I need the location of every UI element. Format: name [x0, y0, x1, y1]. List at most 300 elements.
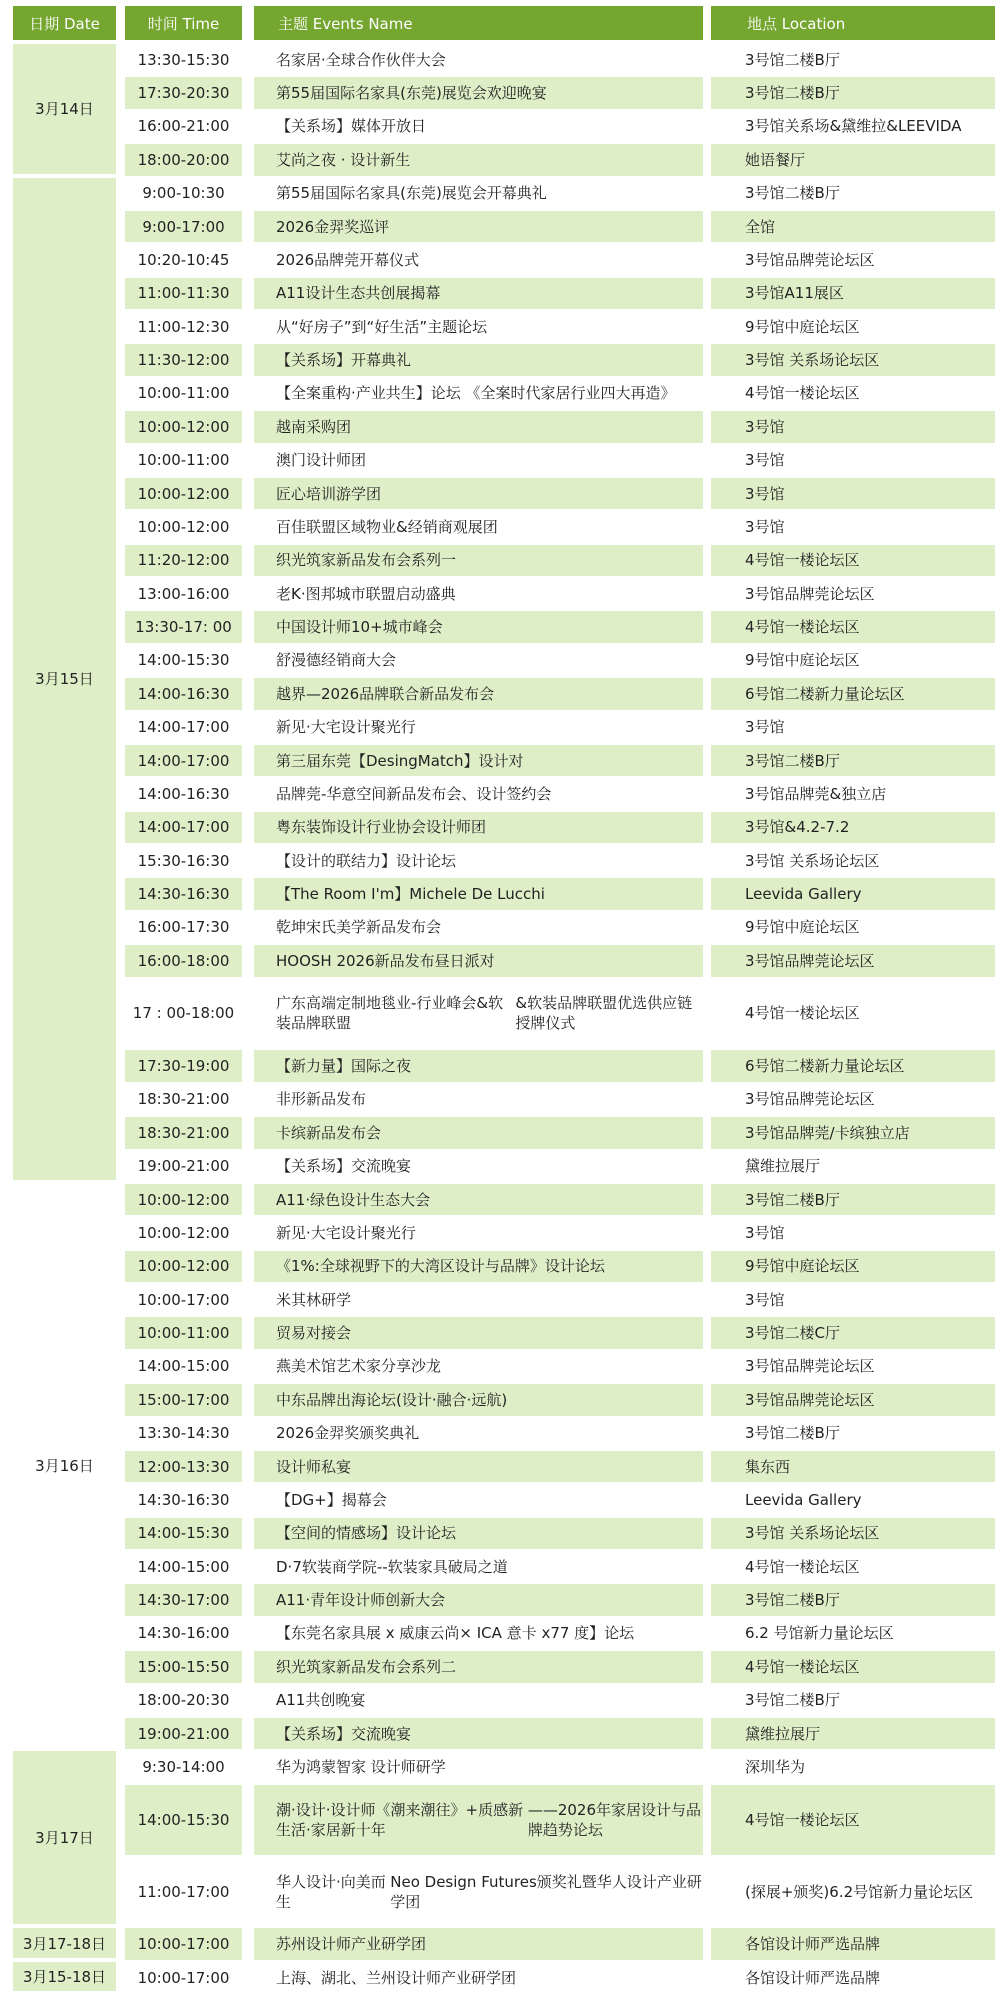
column-gap	[242, 44, 254, 77]
column-gap	[703, 1418, 711, 1451]
date-cell: 3月17日	[13, 1751, 116, 1928]
column-gap	[116, 278, 125, 311]
event-location: 3号馆品牌莞论坛区	[711, 578, 995, 611]
column-gap	[242, 244, 254, 277]
column-gap	[703, 1050, 711, 1083]
event-name: 卡缤新品发布会	[254, 1117, 703, 1150]
event-location: 集东西	[711, 1451, 995, 1484]
event-time: 13:00-16:00	[125, 578, 242, 611]
event-time: 13:30-15:30	[125, 44, 242, 77]
event-location: 6.2 号馆新力量论坛区	[711, 1618, 995, 1651]
column-gap	[703, 144, 711, 177]
column-gap	[703, 411, 711, 444]
event-location: 4号馆一楼论坛区	[711, 378, 995, 411]
column-gap	[703, 1451, 711, 1484]
event-time: 15:00-17:00	[125, 1384, 242, 1417]
event-time: 18:00-20:00	[125, 144, 242, 177]
event-location: 3号馆二楼C厅	[711, 1317, 995, 1350]
column-gap	[116, 1184, 125, 1217]
event-location: 3号馆品牌莞&独立店	[711, 778, 995, 811]
event-time: 19:00-21:00	[125, 1718, 242, 1751]
column-gap	[116, 1718, 125, 1751]
column-gap	[703, 645, 711, 678]
column-gap	[703, 77, 711, 110]
event-time: 18:30-21:00	[125, 1117, 242, 1150]
column-gap	[242, 578, 254, 611]
column-gap	[116, 578, 125, 611]
event-name: 贸易对接会	[254, 1317, 703, 1350]
event-time: 16:00-21:00	[125, 111, 242, 144]
column-gap	[116, 611, 125, 644]
event-time: 10:00-12:00	[125, 1184, 242, 1217]
column-gap	[242, 812, 254, 845]
column-gap	[242, 1857, 254, 1929]
column-gap	[116, 1451, 125, 1484]
event-location: 3号馆二楼B厅	[711, 1584, 995, 1617]
event-time: 9:00-10:30	[125, 178, 242, 211]
event-location: 全馆	[711, 211, 995, 244]
event-time: 10:00-17:00	[125, 1284, 242, 1317]
event-name: 百佳联盟区域物业&经销商观展团	[254, 511, 703, 544]
column-gap	[703, 1217, 711, 1250]
event-name: 【空间的情感场】设计论坛	[254, 1518, 703, 1551]
event-location: 4号馆一楼论坛区	[711, 545, 995, 578]
event-location: 3号馆	[711, 478, 995, 511]
event-name: 米其林研学	[254, 1284, 703, 1317]
column-gap	[703, 1928, 711, 1961]
column-gap	[703, 445, 711, 478]
column-gap	[703, 278, 711, 311]
column-gap	[116, 645, 125, 678]
column-gap	[703, 778, 711, 811]
schedule-table	[13, 6, 995, 1995]
event-location: 3号馆&4.2-7.2	[711, 812, 995, 845]
event-location: 3号馆二楼B厅	[711, 1184, 995, 1217]
column-gap	[116, 712, 125, 745]
column-gap	[116, 1050, 125, 1083]
event-time: 10:00-12:00	[125, 511, 242, 544]
event-location: 3号馆品牌莞论坛区	[711, 1351, 995, 1384]
column-gap	[703, 712, 711, 745]
event-name: 品牌莞-华意空间新品发布会、设计签约会	[254, 778, 703, 811]
column-gap	[703, 1584, 711, 1617]
header-gap	[242, 6, 254, 40]
column-gap	[242, 745, 254, 778]
column-gap	[116, 1618, 125, 1651]
column-gap	[242, 1050, 254, 1083]
event-location: 9号馆中庭论坛区	[711, 1251, 995, 1284]
column-gap	[242, 1351, 254, 1384]
column-gap	[703, 1751, 711, 1784]
column-gap	[703, 812, 711, 845]
event-location: 3号馆二楼B厅	[711, 178, 995, 211]
column-gap	[116, 1785, 125, 1857]
event-location: 各馆设计师严选品牌	[711, 1962, 995, 1995]
event-name: 中国设计师10+城市峰会	[254, 611, 703, 644]
column-gap	[242, 712, 254, 745]
column-gap	[703, 244, 711, 277]
event-name: D·7软装商学院--软装家具破局之道	[254, 1551, 703, 1584]
event-time: 16:00-17:30	[125, 912, 242, 945]
column-gap	[242, 1484, 254, 1517]
column-gap	[116, 1685, 125, 1718]
column-gap	[703, 912, 711, 945]
event-time: 15:30-16:30	[125, 845, 242, 878]
column-gap	[242, 845, 254, 878]
event-time: 10:00-12:00	[125, 1251, 242, 1284]
column-gap	[116, 1351, 125, 1384]
event-location: 3号馆品牌莞论坛区	[711, 1084, 995, 1117]
event-time: 11:30-12:00	[125, 344, 242, 377]
column-gap	[703, 478, 711, 511]
column-gap	[703, 1351, 711, 1384]
column-gap	[242, 1251, 254, 1284]
event-name: 2026品牌莞开幕仪式	[254, 244, 703, 277]
column-gap	[242, 1518, 254, 1551]
event-name: A11·青年设计师创新大会	[254, 1584, 703, 1617]
event-time: 14:00-15:00	[125, 1551, 242, 1584]
event-location: 3号馆品牌莞论坛区	[711, 1384, 995, 1417]
header-gap	[116, 6, 125, 40]
column-gap	[703, 111, 711, 144]
event-time: 14:00-16:30	[125, 678, 242, 711]
column-gap	[116, 311, 125, 344]
column-gap	[242, 144, 254, 177]
event-location: 3号馆二楼B厅	[711, 745, 995, 778]
column-gap	[242, 1151, 254, 1184]
column-gap	[703, 578, 711, 611]
column-gap	[116, 511, 125, 544]
event-time: 17 : 00-18:00	[125, 979, 242, 1051]
column-gap	[116, 44, 125, 77]
event-location: 3号馆 关系场论坛区	[711, 344, 995, 377]
column-gap	[116, 1251, 125, 1284]
column-gap	[116, 244, 125, 277]
column-gap	[242, 1584, 254, 1617]
date-cell: 3月14日	[13, 44, 116, 178]
event-location: 她语餐厅	[711, 144, 995, 177]
column-gap	[703, 1251, 711, 1284]
event-location: 9号馆中庭论坛区	[711, 645, 995, 678]
column-gap	[703, 1857, 711, 1929]
column-gap	[703, 1651, 711, 1684]
column-gap	[703, 344, 711, 377]
column-gap	[242, 111, 254, 144]
event-name: 【关系场】交流晚宴	[254, 1718, 703, 1751]
event-time: 14:00-15:30	[125, 1518, 242, 1551]
event-name: A11设计生态共创展揭幕	[254, 278, 703, 311]
column-gap	[242, 411, 254, 444]
event-name: 【设计的联结力】设计论坛	[254, 845, 703, 878]
event-name: 新见·大宅设计聚光行	[254, 712, 703, 745]
event-name: 华为鸿蒙智家 设计师研学	[254, 1751, 703, 1784]
column-gap	[116, 745, 125, 778]
column-gap	[116, 77, 125, 110]
column-gap	[116, 411, 125, 444]
column-gap	[116, 1151, 125, 1184]
column-gap	[242, 1117, 254, 1150]
column-gap	[116, 1317, 125, 1350]
column-gap	[242, 1685, 254, 1718]
column-gap	[703, 945, 711, 978]
event-name: 2026金羿奖颁奖典礼	[254, 1418, 703, 1451]
column-gap	[242, 1284, 254, 1317]
column-gap	[242, 311, 254, 344]
event-name: 【关系场】媒体开放日	[254, 111, 703, 144]
event-name: 【The Room I'm】Michele De Lucchi	[254, 878, 703, 911]
column-gap	[116, 1484, 125, 1517]
column-gap	[116, 678, 125, 711]
column-gap	[242, 1718, 254, 1751]
column-gap	[242, 1785, 254, 1857]
event-name: 艾尚之夜 · 设计新生	[254, 144, 703, 177]
event-location: Leevida Gallery	[711, 878, 995, 911]
column-gap	[116, 1284, 125, 1317]
event-name: 新见·大宅设计聚光行	[254, 1217, 703, 1250]
date-cell: 3月16日	[13, 1184, 116, 1751]
name-line: 潮·设计·设计师《潮来潮往》+质感新生活·家居新十年	[276, 1800, 524, 1839]
column-gap	[703, 1384, 711, 1417]
event-location: 3号馆关系场&黛维拉&LEEVIDA	[711, 111, 995, 144]
column-gap	[703, 545, 711, 578]
column-gap	[116, 1928, 125, 1961]
column-gap	[116, 1384, 125, 1417]
event-name: 【新力量】国际之夜	[254, 1050, 703, 1083]
event-name: 【DG+】揭幕会	[254, 1484, 703, 1517]
column-gap	[242, 378, 254, 411]
event-name: 织光筑家新品发布会系列二	[254, 1651, 703, 1684]
event-name: 织光筑家新品发布会系列一	[254, 545, 703, 578]
column-gap	[116, 1584, 125, 1617]
event-name: 苏州设计师产业研学团	[254, 1928, 703, 1961]
column-gap	[116, 1857, 125, 1929]
column-gap	[242, 278, 254, 311]
event-name: 【关系场】开幕典礼	[254, 344, 703, 377]
event-location: 6号馆二楼新力量论坛区	[711, 678, 995, 711]
event-location: 6号馆二楼新力量论坛区	[711, 1050, 995, 1083]
name-line: ——2026年家居设计与品牌趋势论坛	[527, 1800, 702, 1839]
column-gap	[703, 745, 711, 778]
column-gap	[116, 1751, 125, 1784]
column-gap	[703, 979, 711, 1051]
event-time: 10:00-11:00	[125, 1317, 242, 1350]
column-gap	[703, 311, 711, 344]
column-gap	[242, 1618, 254, 1651]
column-gap	[116, 344, 125, 377]
column-gap	[703, 1184, 711, 1217]
column-gap	[242, 1217, 254, 1250]
column-gap	[242, 1651, 254, 1684]
event-time: 10:00-17:00	[125, 1962, 242, 1995]
column-gap	[116, 878, 125, 911]
name-line: Neo Design Futures颁奖礼暨华人设计产业研学团	[390, 1872, 702, 1911]
column-gap	[703, 178, 711, 211]
column-gap	[242, 445, 254, 478]
event-name: 名家居·全球合作伙伴大会	[254, 44, 703, 77]
column-gap	[703, 1785, 711, 1857]
event-name: 第55届国际名家具(东莞)展览会开幕典礼	[254, 178, 703, 211]
event-time: 10:00-12:00	[125, 411, 242, 444]
event-location: 3号馆品牌莞/卡缤独立店	[711, 1117, 995, 1150]
column-gap	[703, 211, 711, 244]
column-gap	[116, 979, 125, 1051]
event-location: 4号馆一楼论坛区	[711, 1551, 995, 1584]
event-name: A11·绿色设计生态大会	[254, 1184, 703, 1217]
column-gap	[242, 1451, 254, 1484]
event-name: 越南采购团	[254, 411, 703, 444]
column-gap	[242, 979, 254, 1051]
event-name: 越界—2026品牌联合新品发布会	[254, 678, 703, 711]
name-line: 广东高端定制地毯业-行业峰会&软装品牌联盟	[276, 994, 504, 1033]
event-location: 4号馆一楼论坛区	[711, 1651, 995, 1684]
column-gap	[242, 1184, 254, 1217]
event-name: 非形新品发布	[254, 1084, 703, 1117]
column-gap	[703, 44, 711, 77]
column-gap	[242, 1084, 254, 1117]
column-gap	[116, 445, 125, 478]
header-time: 时间 Time	[125, 6, 242, 40]
column-gap	[116, 178, 125, 211]
date-cell: 3月15日	[13, 178, 116, 1184]
date-cell: 3月17-18日	[13, 1928, 116, 1961]
column-gap	[242, 178, 254, 211]
column-gap	[116, 1084, 125, 1117]
event-location: 4号馆一楼论坛区	[711, 1785, 995, 1857]
event-name: 从“好房子”到“好生活”主题论坛	[254, 311, 703, 344]
header-gap	[703, 6, 711, 40]
event-time: 14:00-17:00	[125, 745, 242, 778]
event-location: 9号馆中庭论坛区	[711, 912, 995, 945]
location-line: (探展+颁奖)	[745, 1882, 830, 1901]
event-time: 11:00-17:00	[125, 1857, 242, 1929]
event-name: 上海、湖北、兰州设计师产业研学团	[254, 1962, 703, 1995]
event-time: 9:00-17:00	[125, 211, 242, 244]
event-time: 14:30-16:30	[125, 1484, 242, 1517]
column-gap	[242, 1928, 254, 1961]
event-time: 18:30-21:00	[125, 1084, 242, 1117]
event-location: Leevida Gallery	[711, 1484, 995, 1517]
event-time: 11:00-11:30	[125, 278, 242, 311]
event-time: 19:00-21:00	[125, 1151, 242, 1184]
event-location: 黛维拉展厅	[711, 1151, 995, 1184]
column-gap	[116, 144, 125, 177]
column-gap	[116, 1117, 125, 1150]
event-time: 14:00-15:30	[125, 645, 242, 678]
column-gap	[703, 1962, 711, 1995]
event-location: 3号馆品牌莞论坛区	[711, 244, 995, 277]
event-name	[254, 979, 703, 1051]
event-location: 4号馆一楼论坛区	[711, 979, 995, 1051]
header-location: 地点 Location	[711, 6, 995, 40]
event-location: 各馆设计师严选品牌	[711, 1928, 995, 1961]
column-gap	[703, 1484, 711, 1517]
event-location: 3号馆	[711, 1217, 995, 1250]
event-name: 《1%:全球视野下的大湾区设计与品牌》设计论坛	[254, 1251, 703, 1284]
column-gap	[116, 378, 125, 411]
event-time: 17:30-19:00	[125, 1050, 242, 1083]
event-name: HOOSH 2026新品发布昼日派对	[254, 945, 703, 978]
column-gap	[116, 478, 125, 511]
column-gap	[242, 511, 254, 544]
event-name: 燕美术馆艺术家分享沙龙	[254, 1351, 703, 1384]
event-name: 中东品牌出海论坛(设计·融合·远航)	[254, 1384, 703, 1417]
event-time: 14:00-15:30	[125, 1785, 242, 1857]
column-gap	[242, 77, 254, 110]
event-time: 13:30-14:30	[125, 1418, 242, 1451]
column-gap	[242, 1384, 254, 1417]
column-gap	[116, 912, 125, 945]
event-location: 3号馆 关系场论坛区	[711, 845, 995, 878]
event-name: 第三届东莞【DesingMatch】设计对	[254, 745, 703, 778]
column-gap	[703, 1618, 711, 1651]
event-location: 9号馆中庭论坛区	[711, 311, 995, 344]
event-location: 3号馆二楼B厅	[711, 77, 995, 110]
column-gap	[116, 1217, 125, 1250]
event-name	[254, 1785, 703, 1857]
column-gap	[116, 1518, 125, 1551]
event-time: 17:30-20:30	[125, 77, 242, 110]
column-gap	[242, 211, 254, 244]
column-gap	[116, 1962, 125, 1995]
column-gap	[703, 1284, 711, 1317]
column-gap	[242, 344, 254, 377]
column-gap	[242, 611, 254, 644]
event-location	[711, 1857, 995, 1929]
name-line: 华人设计·向美而生	[276, 1872, 386, 1911]
name-line: &软装品牌联盟优选供应链授牌仪式	[515, 994, 693, 1033]
column-gap	[242, 478, 254, 511]
event-location: 3号馆 关系场论坛区	[711, 1518, 995, 1551]
column-gap	[116, 812, 125, 845]
event-name: 设计师私宴	[254, 1451, 703, 1484]
event-location: 3号馆品牌莞论坛区	[711, 945, 995, 978]
column-gap	[242, 1751, 254, 1784]
column-gap	[242, 878, 254, 911]
column-gap	[242, 1317, 254, 1350]
event-time: 15:00-15:50	[125, 1651, 242, 1684]
column-gap	[703, 1685, 711, 1718]
event-name: 舒漫德经销商大会	[254, 645, 703, 678]
column-gap	[703, 1084, 711, 1117]
event-time: 10:00-11:00	[125, 378, 242, 411]
event-location: 3号馆二楼B厅	[711, 44, 995, 77]
column-gap	[116, 1651, 125, 1684]
event-time: 11:20-12:00	[125, 545, 242, 578]
column-gap	[116, 845, 125, 878]
column-gap	[242, 545, 254, 578]
location-line: 6.2号馆新力量论坛区	[829, 1882, 974, 1901]
event-time: 14:00-16:30	[125, 778, 242, 811]
event-name: 澳门设计师团	[254, 445, 703, 478]
event-location: 3号馆	[711, 411, 995, 444]
column-gap	[703, 511, 711, 544]
column-gap	[703, 1317, 711, 1350]
event-location: 黛维拉展厅	[711, 1718, 995, 1751]
event-location: 3号馆二楼B厅	[711, 1685, 995, 1718]
column-gap	[703, 1518, 711, 1551]
column-gap	[703, 1551, 711, 1584]
column-gap	[703, 845, 711, 878]
date-cell: 3月15-18日	[13, 1962, 116, 1995]
column-gap	[116, 111, 125, 144]
event-time: 16:00-18:00	[125, 945, 242, 978]
column-gap	[116, 1418, 125, 1451]
header-events-name: 主题 Events Name	[254, 6, 703, 40]
event-time: 10:00-12:00	[125, 1217, 242, 1250]
event-time: 14:00-15:00	[125, 1351, 242, 1384]
column-gap	[116, 1551, 125, 1584]
event-location: 3号馆	[711, 445, 995, 478]
